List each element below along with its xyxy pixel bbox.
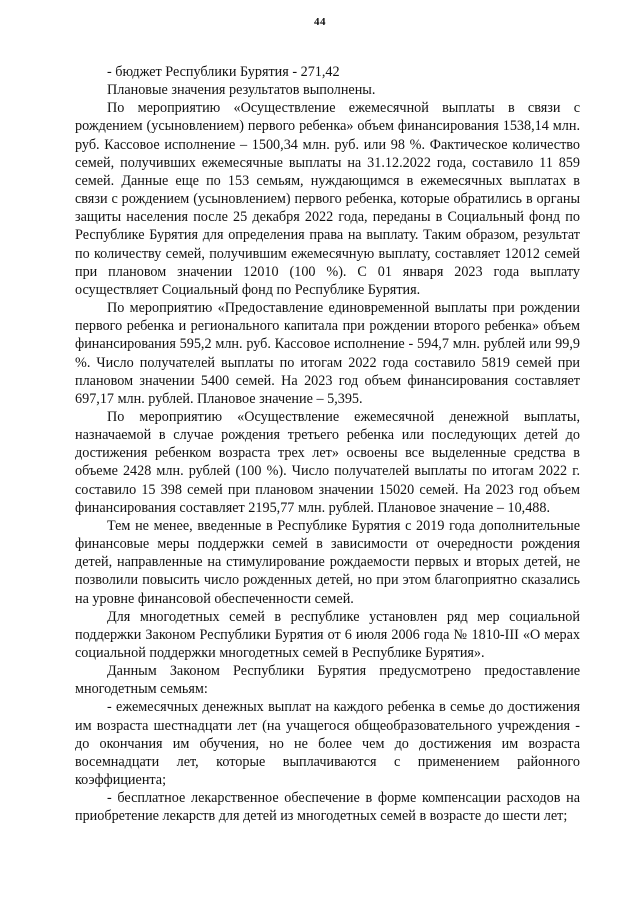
paragraph-third-child-payment: По мероприятию «Осуществление ежемесячной денежной выплаты, назначаемой в случае рождения третьего ребенка или последующих детей до достижения ребенком возраста трех лет» освоены все выделенные средства в объеме 2428 млн. рублей (100 %). Число получателей выплаты по итогам 2022 г. составило 15 398 семей при плановом значении 15020 семей. На 2023 год объем финансирования составляет 2195,77 млн. рублей. Плановое значение – 10,488. <box>75 408 580 516</box>
paragraph-large-families-law: Для многодетных семей в республике установлен ряд мер социальной поддержки Законом Республики Бурятия от 6 июля 2006 года № 1810-III «О мерах социальной поддержки многодетных семей в Республике Бурятия». <box>75 608 580 661</box>
document-body <box>75 63 580 826</box>
paragraph-budget-line: - бюджет Республики Бурятия - 271,42 <box>107 64 340 80</box>
list-item-free-medicine: - бесплатное лекарственное обеспечение в форме компенсации расходов на приобретение лекарств для детей из многодетных семей в возрасте до шести лет; <box>75 790 580 825</box>
page-number: 44 <box>314 16 326 28</box>
paragraph-planned-values: Плановые значения результатов выполнены. <box>107 82 376 99</box>
paragraph-financial-measures: Тем не менее, введенные в Республике Бурятия с 2019 года дополнительные финансовые меры поддержки семей в зависимости от очередности рождения детей, направленные на стимулирование рождаемости первых и вторых детей, не позволили повысить число рожденных детей, но при этом благоприятно сказались на уровне финансовой обеспеченности семей. <box>75 517 580 607</box>
paragraph-one-time-payment: По мероприятию «Предоставление единовременной выплаты при рождении первого ребенка и регионального капитала при рождении второго ребенка» объем финансирования 595,2 млн. руб. Кассовое исполнение - 594,7 млн. рублей или 99,9 %. Число получателей выплаты по итогам 2022 года составило 5819 семей при плановом значении 5400 семей. На 2023 год объем финансирования составляет 697,17 млн. рублей. Плановое значение – 5,395. <box>75 300 580 407</box>
paragraph-law-provisions: Данным Законом Республики Бурятия предусмотрено предоставление многодетным семьям: <box>75 663 580 698</box>
list-item-monthly-payments: - ежемесячных денежных выплат на каждого ребенка в семье до достижения им возраста шестнадцати лет (на учащегося общеобразовательного учреждения - до окончания им обучения, но не более чем до достижения им возраста восемнадцати лет, которые выплачиваются с применением районного коэффициента; <box>75 699 580 789</box>
paragraph-first-child-monthly-payment: По мероприятию «Осуществление ежемесячной выплаты в связи с рождением (усыновлением) первого ребенка» объем финансирования 1538,14 млн. руб. Кассовое исполнение – 1500,34 млн. руб. или 98 %. Фактическое количество семей, получивших ежемесячные выплаты на 31.12.2022 года, составило 11 859 семей. Данные еще по 153 семьям, нуждающимся в ежемесячных выплатах в связи с рождением (усыновлением) первого ребенка, которые обратились в органы защиты населения после 25 декабря 2022 года, переданы в Социальный фонд по Республике Бурятия для определения права на выплату. Таким образом, результат по количеству семей, получившим ежемесячную выплату, составляет 12012 семей при плановом значении 12010 (100 %). С 01 января 2023 года выплату осуществляет Социальный фонд по Республике Бурятия. <box>75 100 580 298</box>
